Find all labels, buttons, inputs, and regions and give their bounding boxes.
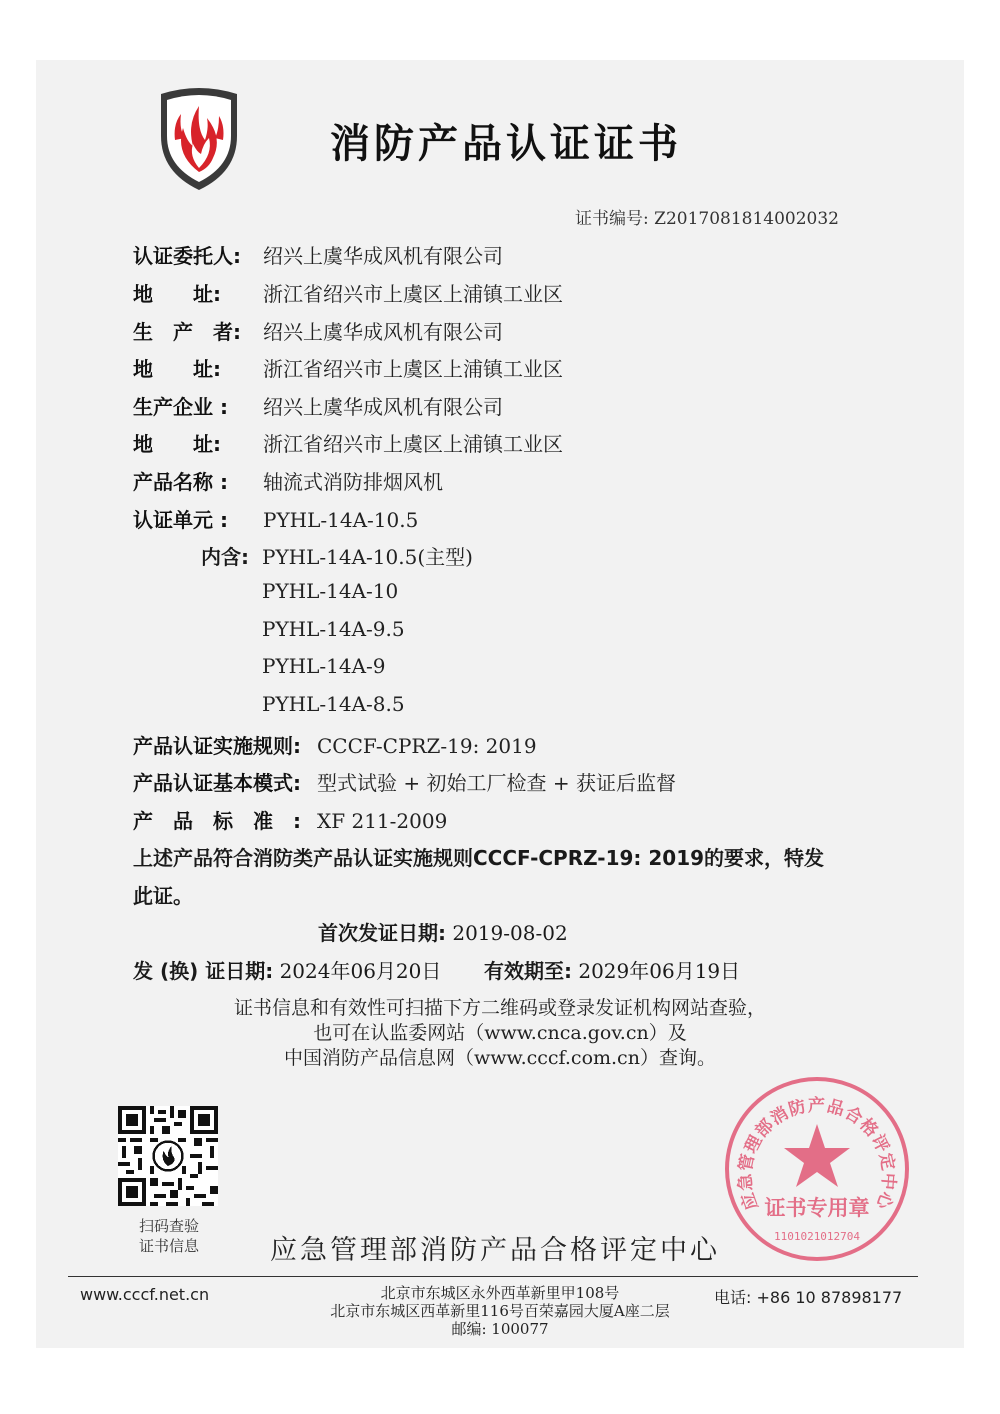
standard-value: XF 211-2009 [317,809,448,833]
statement-line: 此证。 [133,884,193,908]
model-item: PYHL-14A-10 [262,579,399,603]
qr-caption [116,1216,222,1256]
field-value: 绍兴上虞华成风机有限公司 [263,395,503,419]
field-row [133,428,563,456]
model-item: PYHL-14A-10.5(主型) [262,545,473,569]
footer-website: www.cccf.net.cn [80,1285,210,1304]
model-item: PYHL-14A-9 [262,654,386,678]
rules-value: CCCF-CPRZ-19: 2019 [317,734,537,758]
mode-label: 产品认证基本模式: [133,771,301,795]
first-issue-value: 2019-08-02 [452,921,568,945]
qr-caption-line: 证书信息 [138,1237,199,1255]
valid-until-row [484,955,740,984]
field-label: 认证单元 : [133,508,228,532]
field-row [133,466,443,494]
mode-row [133,767,676,795]
field-value: 浙江省绍兴市上虞区上浦镇工业区 [263,357,563,381]
certificate-title: 消防产品认证证书 [330,121,682,167]
statement-line: 上述产品符合消防类产品认证实施规则CCCF-CPRZ-19: 2019的要求，特发 [133,846,825,870]
certificate-number: 证书编号: Z2017081814002032 [575,209,839,229]
field-label: 认证委托人: [133,244,241,268]
footer-address: 北京市东城区永外西革新里甲108号 [380,1284,620,1302]
standard-row [133,805,447,833]
verify-line: 中国消防产品信息网（www.cccf.com.cn）查询。 [284,1047,716,1069]
field-row [133,278,563,306]
field-value: 轴流式消防排烟风机 [263,470,443,494]
footer-address: 北京市东城区西革新里116号百荣嘉园大厦A座二层 [330,1302,670,1320]
model-item: PYHL-14A-9.5 [262,617,405,641]
field-row [133,316,503,344]
footer-divider [68,1276,918,1277]
field-value: 绍兴上虞华成风机有限公司 [263,320,503,344]
issue-date-label: 发 (换) 证日期: [133,959,274,983]
rules-label: 产品认证实施规则: [133,734,301,758]
qr-code-icon[interactable] [118,1106,218,1206]
svg-text:应急管理部消防产品合格评定中心: 应急管理部消防产品合格评定中心 [735,1095,899,1213]
field-row [133,391,503,419]
mode-value: 型式试验 + 初始工厂检查 + 获证后监督 [317,771,676,795]
rules-row [133,730,537,758]
field-label: 地 址: [133,432,221,456]
official-seal-stamp [722,1074,912,1264]
svg-text:1101021012704: 1101021012704 [773,1230,861,1243]
field-row [133,240,503,268]
field-value: 浙江省绍兴市上虞区上浦镇工业区 [263,432,563,456]
verify-line: 也可在认监委网站（www.cnca.gov.cn）及 [313,1022,687,1044]
field-value: PYHL-14A-10.5 [263,508,419,532]
first-issue-row [318,917,568,946]
field-value: 浙江省绍兴市上虞区上浦镇工业区 [263,282,563,306]
contains-label: 内含: [201,545,249,569]
svg-text:证书专用章: 证书专用章 [764,1196,870,1220]
field-label: 生 产 者: [133,320,241,344]
field-row [133,353,563,381]
field-label: 地 址: [133,357,221,381]
issuing-organization: 应急管理部消防产品合格评定中心 [270,1235,720,1266]
issue-date-row [133,955,441,984]
valid-until-value: 2029年06月19日 [578,959,741,983]
footer-phone: 电话: +86 10 87898177 [714,1288,903,1307]
qr-caption-line: 扫码查验 [138,1217,199,1235]
fire-shield-logo-icon [153,84,245,194]
valid-until-label: 有效期至: [484,959,572,983]
field-label: 产品名称 : [133,470,228,494]
footer-postcode: 邮编: 100077 [451,1320,549,1338]
field-label: 地 址: [133,282,221,306]
standard-label: 产 品 标 准 : [133,809,301,833]
field-row [133,504,418,532]
first-issue-label: 首次发证日期: [318,921,446,945]
verify-line: 证书信息和有效性可扫描下方二维码或登录发证机构网站查验， [233,997,766,1019]
model-item: PYHL-14A-8.5 [262,692,405,716]
field-value: 绍兴上虞华成风机有限公司 [263,244,503,268]
field-label: 生产企业 : [133,395,228,419]
issue-date-value: 2024年06月20日 [279,959,442,983]
